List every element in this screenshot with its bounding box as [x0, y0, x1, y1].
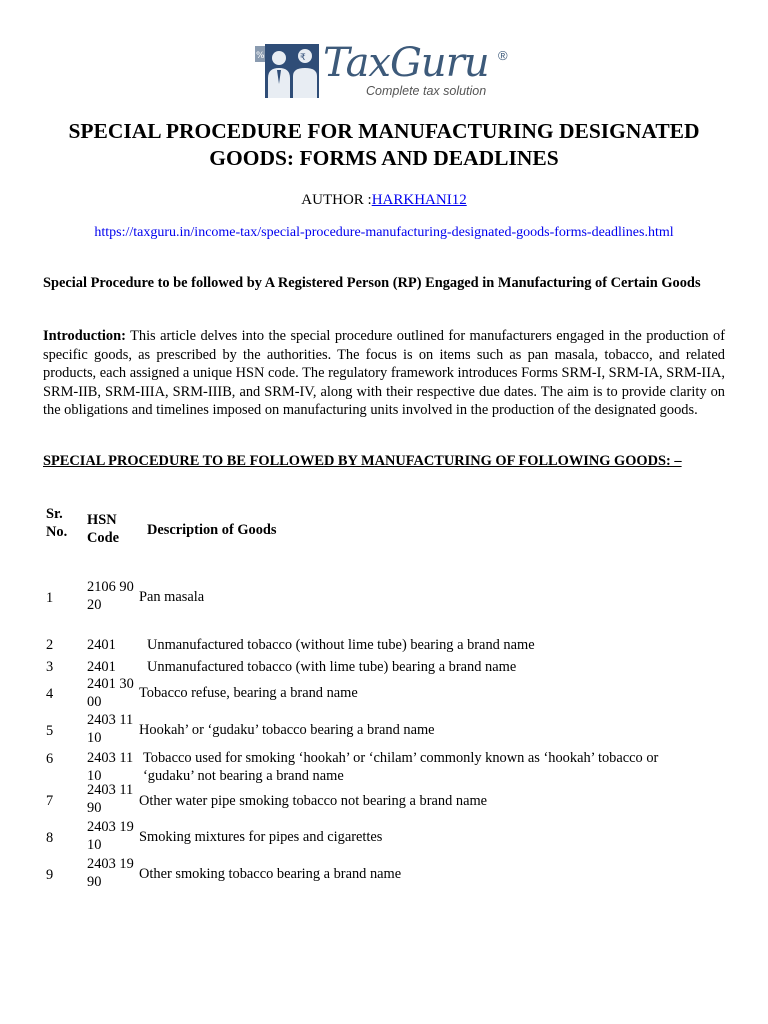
article-url[interactable]: https://taxguru.in/income-tax/special-procedure-manufacturing-designated-goods-forms-deadlines.html	[94, 225, 674, 240]
goods-section-heading: SPECIAL PROCEDURE TO BE FOLLOWED BY MANUFACTURING OF FOLLOWING GOODS: –	[43, 453, 682, 469]
table-row-2-hsn: 2401	[87, 637, 116, 653]
table-row-1-desc: Pan masala	[139, 589, 205, 605]
table-row-5-desc: Hookah’ or ‘gudaku’ tobacco bearing a brand name	[139, 722, 435, 738]
logo-tagline: Complete tax solution	[366, 84, 487, 98]
table-row-3-desc: Unmanufactured tobacco (with lime tube) bearing a brand name	[147, 659, 517, 675]
table-row-8-sr: 8	[46, 830, 54, 846]
table-row-1-sr: 1	[46, 590, 54, 606]
table-row-8-desc: Smoking mixtures for pipes and cigarettes	[139, 829, 383, 845]
table-row-4-hsn: 2401 30 00	[87, 676, 134, 711]
table-row-5-sr: 5	[46, 723, 54, 739]
table-row-2-desc: Unmanufactured tobacco (without lime tube) bearing a brand name	[147, 637, 535, 653]
header-description: Description of Goods	[147, 522, 277, 538]
header-sr-no: Sr. No.	[46, 506, 68, 541]
table-row-4-desc: Tobacco refuse, bearing a brand name	[139, 685, 358, 701]
page-title: SPECIAL PROCEDURE FOR MANUFACTURING DESIGNATED GOODS: FORMS AND DEADLINES	[68, 119, 700, 170]
table-row-6-desc: Tobacco used for smoking ‘hookah’ or ‘chilam’ commonly known as ‘hookah’ tobacco or ‘gudaku’ not bearing a brand name	[143, 750, 659, 785]
intro-text: This article delves into the special procedure outlined for manufacturers engaged in the production of specific goods, as prescribed by the authorities. The focus is on items such as pan masala, tobacco, and related products, each assigned a unique HSN code. The regulatory framework introduces Forms SRM-I, SRM-IA, SRM-IIA, SRM-IIB, SRM-IIIA, SRM-IIIB, and SRM-IV, along with their respective due dates. The aim is to provide clarity on the obligations and timelines imposed on manufacturing units involved in the production of the designated goods.	[43, 328, 725, 418]
table-row-9-sr: 9	[46, 867, 54, 883]
taxguru-logo-icon	[255, 44, 319, 98]
table-row-5-hsn: 2403 11 10	[87, 712, 134, 747]
svg-text:%: %	[256, 51, 265, 61]
table-row-7-sr: 7	[46, 793, 54, 809]
table-row-9-desc: Other smoking tobacco bearing a brand name	[139, 866, 402, 882]
table-row-9-hsn: 2403 19 90	[87, 856, 134, 891]
author-link[interactable]: HARKHANI12	[371, 192, 467, 208]
svg-text:₹: ₹	[300, 53, 306, 63]
table-row-4-sr: 4	[46, 686, 54, 702]
table-row-6-hsn: 2403 11 10	[87, 750, 134, 785]
author-label: AUTHOR :	[301, 192, 372, 208]
taxguru-logo	[255, 42, 515, 102]
table-row-1-hsn: 2106 90 20	[87, 579, 134, 614]
table-row-7-hsn: 2403 11 90	[87, 782, 134, 817]
intro-paragraph	[43, 327, 725, 420]
table-row-7-desc: Other water pipe smoking tobacco not bearing a brand name	[139, 793, 488, 809]
section-subheading: Special Procedure to be followed by A Registered Person (RP) Engaged in Manufacturing of Certain Goods	[43, 275, 701, 291]
table-row-3-sr: 3	[46, 659, 54, 675]
logo-wordmark: TaxGuru	[323, 40, 489, 86]
table-row-2-sr: 2	[46, 637, 54, 653]
table-row-8-hsn: 2403 19 10	[87, 819, 134, 854]
intro-label: Introduction:	[43, 328, 126, 344]
author-line	[0, 192, 768, 209]
table-row-6-sr: 6	[46, 751, 54, 767]
header-hsn-code: HSN Code	[87, 512, 119, 547]
logo-registered-mark: ®	[498, 48, 508, 63]
table-row-3-hsn: 2401	[87, 659, 116, 675]
